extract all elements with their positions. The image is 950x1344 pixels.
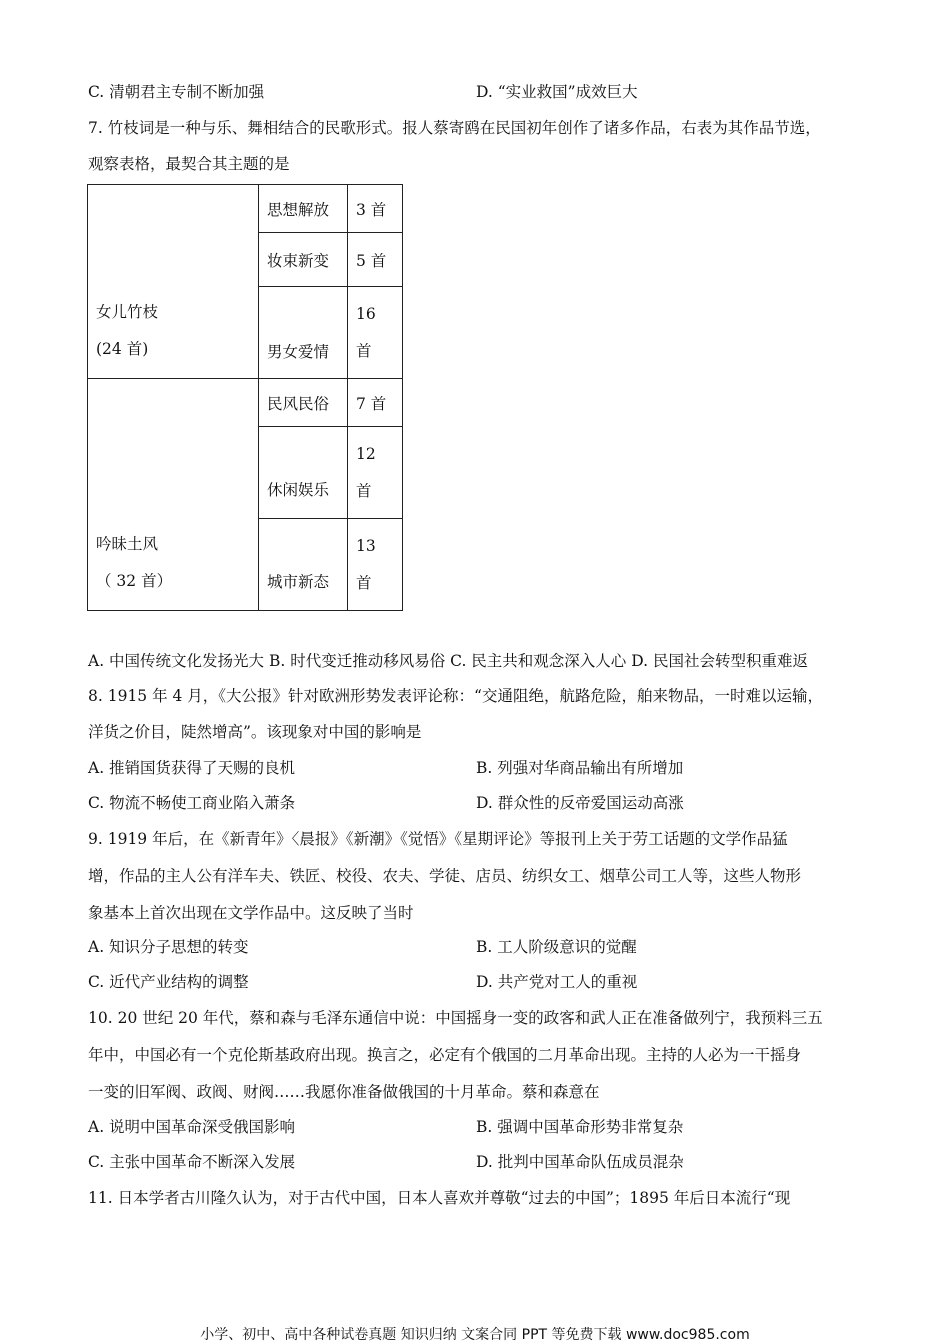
group-total: （ 32 首） — [96, 572, 173, 590]
q7-stem-line2: 观察表格，最契合其主题的是 — [88, 155, 290, 173]
subcategory-cell: 男女爱情 — [259, 287, 348, 379]
q9-option-c: C. 近代产业结构的调整 — [88, 973, 249, 991]
q7-stem-line1: 7. 竹枝词是一种与乐、舞相结合的民歌形式。报人蔡寄鸥在民国初年创作了诸多作品，右表为其作品节选， — [88, 119, 821, 137]
count-unit: 首 — [356, 481, 372, 500]
count-number: 13 — [356, 536, 376, 555]
q7-options: A. 中国传统文化发扬光大 B. 时代变迁推动移风易俗 C. 民主共和观念深入人心 D. 民国社会转型积重难返 — [88, 652, 808, 670]
q8-option-c: C. 物流不畅使工商业陷入萧条 — [88, 794, 296, 812]
group-name: 吟昧土风 — [96, 535, 159, 553]
q6-option-c: C. 清朝君主专制不断加强 — [88, 83, 265, 101]
group-cell-1 — [88, 185, 259, 379]
count-cell: 7 首 — [348, 379, 403, 427]
q6-option-d: D. “实业救国”成效巨大 — [476, 83, 638, 101]
q8-option-b: B. 列强对华商品输出有所增加 — [476, 759, 684, 777]
q9-option-d: D. 共产党对工人的重视 — [476, 973, 638, 991]
q9-option-a: A. 知识分子思想的转变 — [88, 938, 249, 956]
page-footer: 小学、初中、高中各种试卷真题 知识归纳 文案合同 PPT 等免费下载 www.doc985.com — [200, 1327, 750, 1343]
count-cell — [348, 287, 403, 379]
count-cell: 3 首 — [348, 185, 403, 233]
subcategory-cell: 城市新态 — [259, 519, 348, 611]
q8-option-a: A. 推销国货获得了天赐的良机 — [88, 759, 296, 777]
count-cell: 5 首 — [348, 233, 403, 287]
q8-stem-line2: 洋货之价目，陡然增高”。该现象对中国的影响是 — [88, 723, 422, 741]
q10-option-d: D. 批判中国革命队伍成员混杂 — [476, 1153, 684, 1171]
q9-stem-line3: 象基本上首次出现在文学作品中。这反映了当时 — [88, 904, 414, 922]
count-number: 16 — [356, 304, 376, 323]
group-total: (24 首) — [96, 340, 149, 358]
q10-option-c: C. 主张中国革命不断深入发展 — [88, 1153, 296, 1171]
subcategory-cell: 思想解放 — [259, 185, 348, 233]
q10-option-b: B. 强调中国革命形势非常复杂 — [476, 1118, 684, 1136]
count-cell — [348, 519, 403, 611]
subcategory-cell: 妆束新变 — [259, 233, 348, 287]
group-name: 女儿竹枝 — [96, 303, 159, 321]
q10-stem-line1: 10. 20 世纪 20 年代，蔡和森与毛泽东通信中说：中国摇身一变的政客和武人正在准备做列宁，我预料三五 — [88, 1009, 823, 1027]
group-cell-2 — [88, 379, 259, 611]
q9-stem-line2: 增，作品的主人公有洋车夫、铁匠、校役、农夫、学徒、店员、纺织女工、烟草公司工人等，这些人物形 — [88, 867, 802, 885]
count-unit: 首 — [356, 573, 372, 592]
q8-option-d: D. 群众性的反帝爱国运动高涨 — [476, 794, 684, 812]
q11-stem-line1: 11. 日本学者古川隆久认为，对于古代中国，日本人喜欢并尊敬“过去的中国”；1895 年后日本流行“现 — [88, 1189, 791, 1207]
q10-option-a: A. 说明中国革命深受俄国影响 — [88, 1118, 296, 1136]
q9-stem-line1: 9. 1919 年后，在《新青年》〈晨报》《新潮》《觉悟》《星期评论》等报刊上关于劳工话题的文学作品猛 — [88, 830, 788, 848]
q10-stem-line3: 一变的旧军阀、政阀、财阀……我愿你准备做俄国的十月革命。蔡和森意在 — [88, 1083, 600, 1101]
q9-option-b: B. 工人阶级意识的觉醒 — [476, 938, 637, 956]
count-cell — [348, 427, 403, 519]
count-unit: 首 — [356, 341, 372, 360]
q10-stem-line2: 年中，中国必有一个克伦斯基政府出现。换言之，必定有个俄国的二月革命出现。主持的人必为一干摇身 — [88, 1046, 802, 1064]
q8-stem-line1: 8. 1915 年 4 月，《大公报》针对欧洲形势发表评论称：“交通阻绝，航路危险，舶来物品，一时难以运输， — [88, 687, 823, 705]
count-number: 12 — [356, 444, 376, 463]
poem-category-table — [87, 184, 403, 611]
subcategory-cell: 休闲娱乐 — [259, 427, 348, 519]
subcategory-cell: 民风民俗 — [259, 379, 348, 427]
